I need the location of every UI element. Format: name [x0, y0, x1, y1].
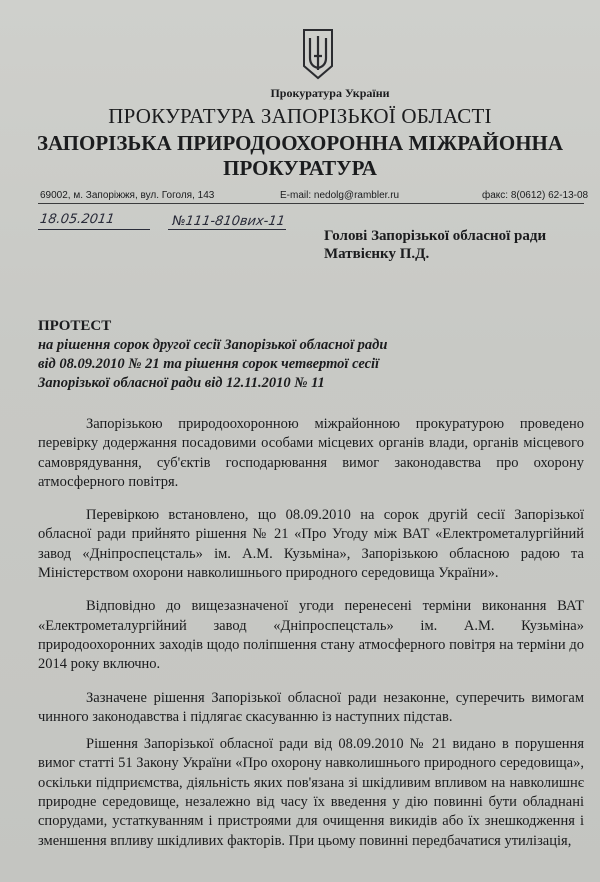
header-line-1: ПРОКУРАТУРА ЗАПОРІЗЬКОЇ ОБЛАСТІ — [108, 104, 492, 128]
registration-date: 18.05.2011 — [38, 212, 116, 227]
paragraph: Запорізькою природоохоронною міжрайонною прокуратурою проведено перевірку додержання посадовими особами місцевих органів влади, органів місцевого самоврядування, суб'єктів господарювання вимог законодавства про охорону атмосферного повітря. — [38, 416, 584, 490]
addressee-line-2: Матвієнку П.Д. — [324, 246, 430, 262]
paragraph: Відповідно до вищезазначеної угоди перенесені терміни виконання ВАТ «Електрометалургійний завод «Дніпроспецсталь» ім. А.М. Кузьміна» природоохоронних заходів щодо поліпшення стану атмосферного повітря на терміни до 2014 року включно. — [38, 598, 584, 673]
ministry-name: Прокуратура України — [270, 86, 390, 100]
date-underline — [38, 229, 150, 230]
contact-fax: факс: 8(0612) 62-13-08 — [482, 190, 589, 201]
document-title: ПРОТЕСТ — [38, 318, 112, 334]
document-body — [38, 415, 584, 865]
header-line-2: ЗАПОРІЗЬКА ПРИРОДООХОРОННА МІЖРАЙОННА — [36, 131, 564, 155]
addressee-line-1: Голові Запорізької обласної ради — [324, 228, 547, 244]
subject-line-3: Запорізької обласної ради від 12.11.2010 № 11 — [38, 375, 325, 391]
registration-number — [171, 214, 286, 229]
trident-emblem-icon — [300, 26, 336, 80]
paragraph: Рішення Запорізької обласної ради від 08.09.2010 № 21 видано в порушення вимог статті 51 Закону України «Про охорону навколишнього природного середовища», оскільки підприємства, діяльність яких пов'язана зі шкідливим впливом на навколишнє природне середовище, незалежно від часу їх введення у дію повинні бути обладнані спорудами, устаткуванням і пристроями для очищення викидів або їх знешкодження і зменшення впливу шкідливих факторів. При цьому повинні передбачатися утилізація, — [38, 736, 584, 849]
header-divider — [38, 203, 584, 204]
contact-address: 69002, м. Запоріжжя, вул. Гоголя, 143 — [40, 190, 215, 201]
header-line-3: ПРОКУРАТУРА — [223, 156, 377, 180]
subject-line-2: від 08.09.2010 № 21 та рішення сорок четвертої сесії — [38, 356, 380, 372]
number-underline — [168, 229, 286, 230]
number-prefix: № — [170, 214, 187, 229]
subject-line-1: на рішення сорок другої сесії Запорізької обласної ради — [38, 337, 388, 353]
paragraph: Перевіркою встановлено, що 08.09.2010 на сорок другій сесії Запорізької обласної ради прийнято рішення № 21 «Про Угоду між ВАТ «Електрометалургійний завод «Дніпроспецсталь» ім. А.М. Кузьміна», Запорізькою обласною радою та Міністерством охорони навколишнього природного середовища України». — [38, 507, 584, 582]
number-value: 111-810вих-11 — [184, 214, 286, 229]
paragraph: Зазначене рішення Запорізької обласної ради незаконне, суперечить вимогам чинного законодавства і підлягає скасуванню із наступних підстав. — [38, 689, 584, 725]
contact-email: E-mail: nedolg@rambler.ru — [280, 190, 400, 201]
